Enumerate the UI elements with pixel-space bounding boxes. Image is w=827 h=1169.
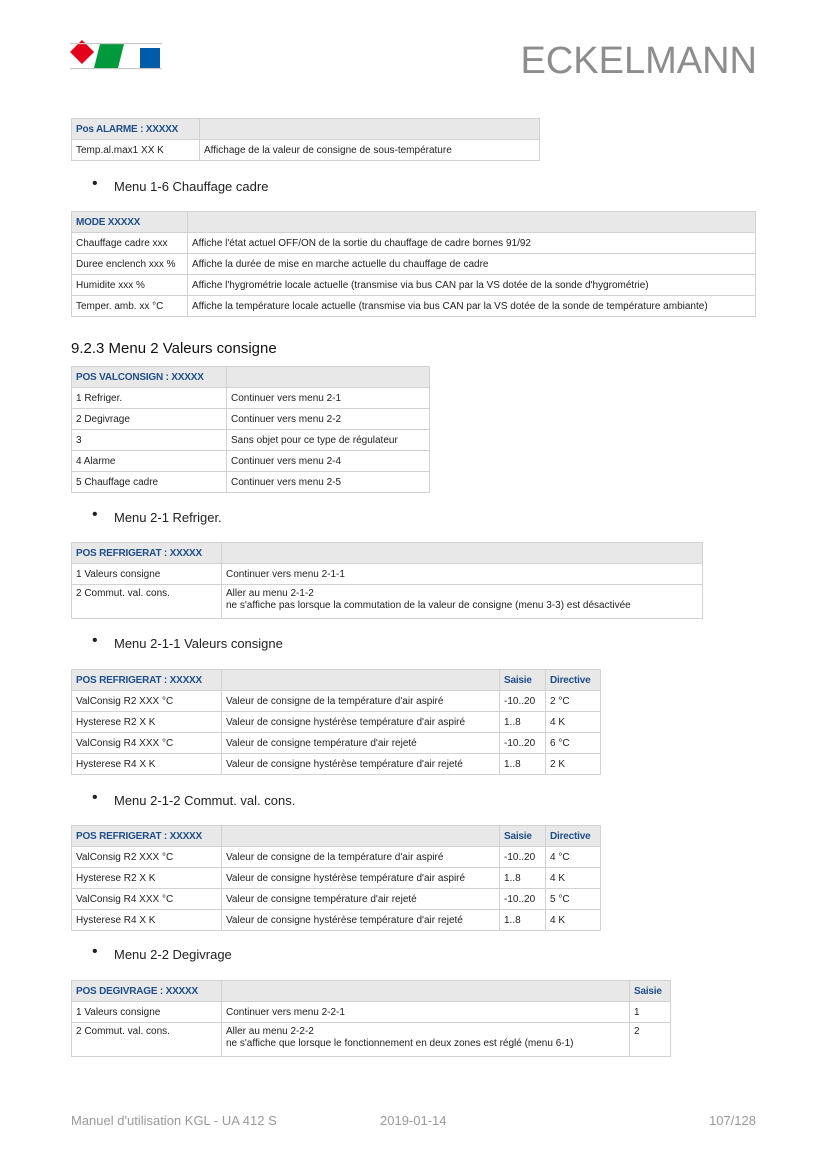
- valconsign-table: [71, 366, 430, 493]
- table-row: Duree enclench xxx % Affiche la durée de mise en marche actuelle du chauffage de cadre: [72, 254, 756, 275]
- footer-document-title: Manuel d'utilisation KGL - UA 412 S: [71, 1113, 277, 1128]
- alarme-table: [71, 118, 540, 161]
- table-row: Hysterese R2 X K Valeur de consigne hystérèse température d'air aspiré 1..8 4 K: [72, 868, 601, 889]
- table-row: 1 Valeurs consigne Continuer vers menu 2-2-1 1: [72, 1002, 671, 1023]
- table-row: 1 Refriger. Continuer vers menu 2-1: [72, 388, 430, 409]
- table-header: MODE XXXXX: [72, 212, 188, 233]
- table-header: Pos ALARME : XXXXX: [72, 119, 200, 140]
- table-row: Chauffage cadre xxx Affiche l'état actuel OFF/ON de la sortie du chauffage de cadre bornes 91/92: [72, 233, 756, 254]
- table-row: 4 Alarme Continuer vers menu 2-4: [72, 451, 430, 472]
- mode-table: [71, 211, 756, 317]
- section-title: 9.2.3 Menu 2 Valeurs consigne: [71, 340, 277, 357]
- table-row: Humidite xxx % Affiche l'hygrométrie locale actuelle (transmise via bus CAN par la VS dotée de la sonde d'hygrométrie): [72, 275, 756, 296]
- degivrage-table: POS DEGIVRAGE : XXXXX Saisie 1 Valeurs consigne Continuer vers menu 2-2-1 1 2 Commut. val. cons. Aller au menu 2-2-2 ne s'affiche que lorsque le fonctionnement en deux zones est réglé (menu 6-1) 2: [71, 980, 671, 1057]
- bullet-icon: •: [92, 175, 98, 192]
- bullet-icon: •: [92, 506, 98, 523]
- table-row: ValConsig R4 XXX °C Valeur de consigne température d'air rejeté -10..20 6 °C: [72, 733, 601, 754]
- footer-date: 2019-01-14: [380, 1113, 447, 1128]
- table-row: 3 Sans objet pour ce type de régulateur: [72, 430, 430, 451]
- table-row: Temp.al.max1 XX K Affichage de la valeur de consigne de sous-température: [72, 140, 540, 161]
- table-header: POS REFRIGERAT : XXXXX: [72, 670, 222, 691]
- table-row: ValConsig R4 XXX °C Valeur de consigne température d'air rejeté -10..20 5 °C: [72, 889, 601, 910]
- table-header: POS REFRIGERAT : XXXXX: [72, 543, 222, 564]
- table-row: 2 Commut. val. cons. Aller au menu 2-1-2 ne s'affiche pas lorsque la commutation de la valeur de consigne (menu 3-3) est désactivée: [72, 585, 703, 619]
- bullet-icon: •: [92, 632, 98, 649]
- footer-page-number: 107/128: [709, 1113, 756, 1128]
- bullet-icon: •: [92, 943, 98, 960]
- table-row: Hysterese R2 X K Valeur de consigne hystérèse température d'air aspiré 1..8 4 K: [72, 712, 601, 733]
- table-header: POS VALCONSIGN : XXXXX: [72, 367, 227, 388]
- table-header: POS REFRIGERAT : XXXXX: [72, 826, 222, 847]
- brand-name: ECKELMANN: [520, 40, 757, 82]
- bullet-icon: •: [92, 789, 98, 806]
- table-header: POS DEGIVRAGE : XXXXX: [72, 981, 222, 1002]
- commut-val-cons-table: POS REFRIGERAT : XXXXX Saisie Directive ValConsig R2 XXX °C Valeur de consigne de la température d'air aspiré -10..20 4 °C Hysterese R2 X K Valeur de consigne hystérèse température d'air aspiré 1..8 4 K ValConsig R4 XXX °C Valeur de consigne température d'air rejeté -10..20 5 °C Hysterese R4 X K Valeur de consigne hystérèse température d'air rejeté 1..8 4 K: [71, 825, 601, 931]
- table-row: 1 Valeurs consigne Continuer vers menu 2-1-1: [72, 564, 703, 585]
- table-row: ValConsig R2 XXX °C Valeur de consigne de la température d'air aspiré -10..20 4 °C: [72, 847, 601, 868]
- table-row: Temper. amb. xx °C Affiche la température locale actuelle (transmise via bus CAN par la VS dotée de la sonde de température ambiante): [72, 296, 756, 317]
- table-row: 2 Commut. val. cons. Aller au menu 2-2-2 ne s'affiche que lorsque le fonctionnement en deux zones est réglé (menu 6-1) 2: [72, 1023, 671, 1057]
- table-row: Hysterese R4 X K Valeur de consigne hystérèse température d'air rejeté 1..8 4 K: [72, 910, 601, 931]
- refrigerat-table: [71, 542, 703, 619]
- table-row: ValConsig R2 XXX °C Valeur de consigne de la température d'air aspiré -10..20 2 °C: [72, 691, 601, 712]
- table-row: Hysterese R4 X K Valeur de consigne hystérèse température d'air rejeté 1..8 2 K: [72, 754, 601, 775]
- table-row: 5 Chauffage cadre Continuer vers menu 2-5: [72, 472, 430, 493]
- valeurs-consigne-table: POS REFRIGERAT : XXXXX Saisie Directive ValConsig R2 XXX °C Valeur de consigne de la température d'air aspiré -10..20 2 °C Hysterese R2 X K Valeur de consigne hystérèse température d'air aspiré 1..8 4 K ValConsig R4 XXX °C Valeur de consigne température d'air rejeté -10..20 6 °C Hysterese R4 X K Valeur de consigne hystérèse température d'air rejeté 1..8 2 K: [71, 669, 601, 775]
- eckelmann-logo: [70, 38, 162, 74]
- table-row: 2 Degivrage Continuer vers menu 2-2: [72, 409, 430, 430]
